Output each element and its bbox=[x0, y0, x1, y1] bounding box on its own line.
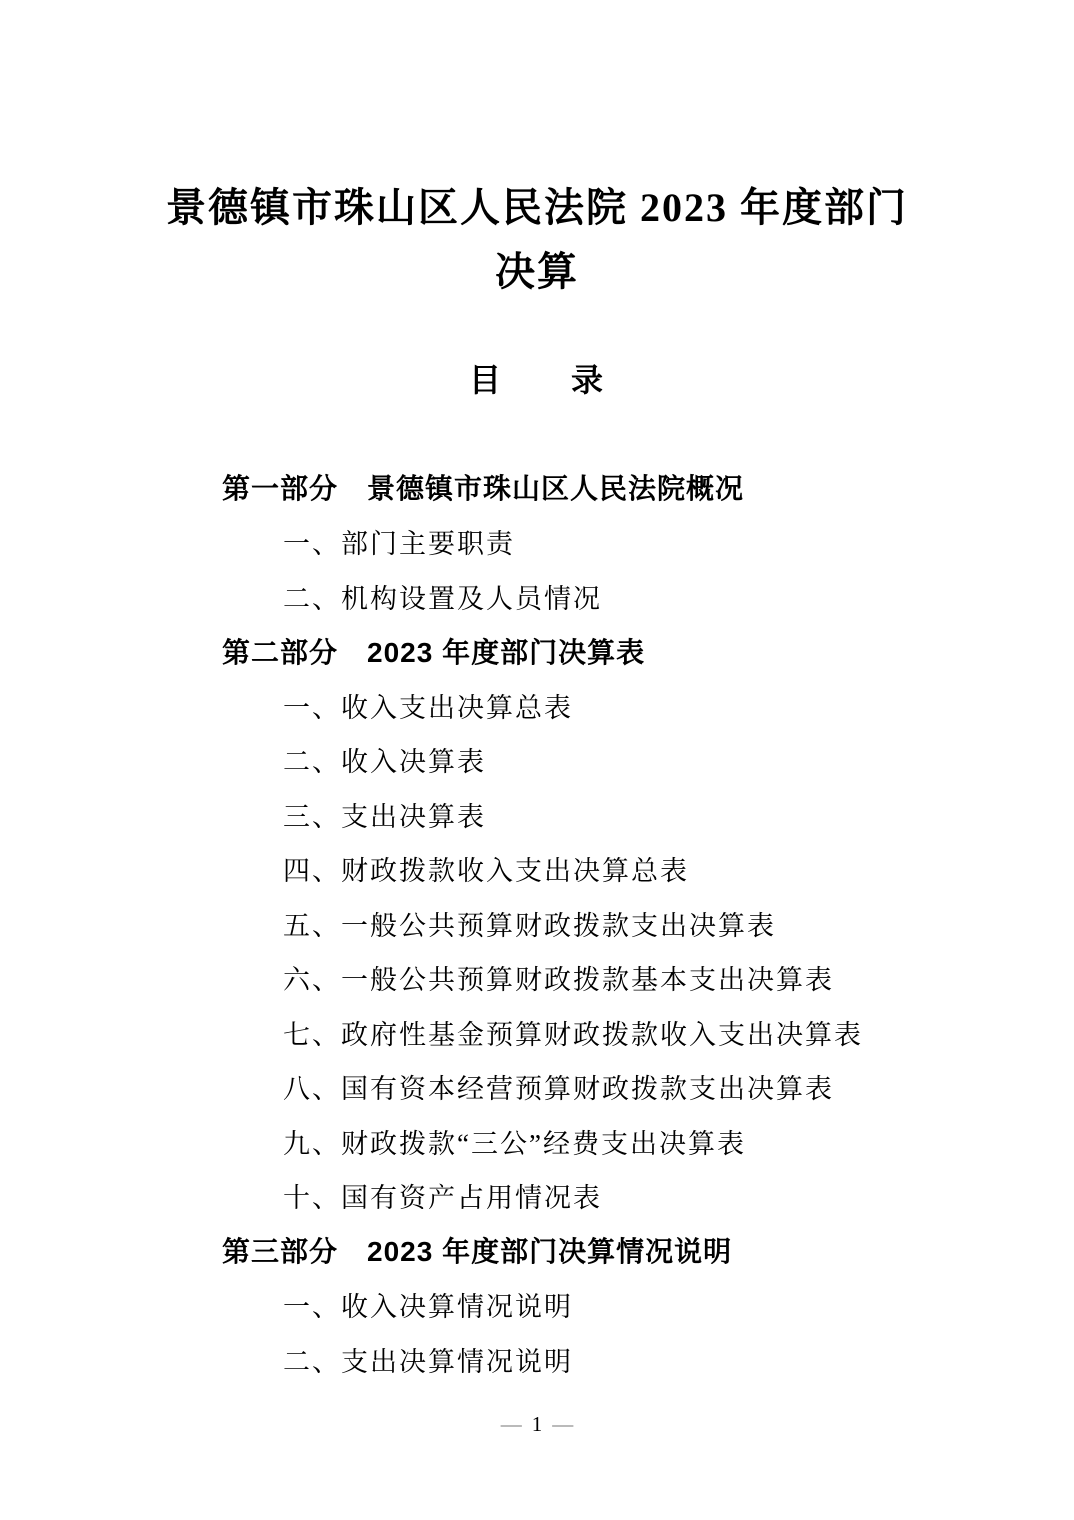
toc-section-heading-part3: 第三部分 2023 年度部门决算情况说明 bbox=[222, 1236, 733, 1268]
toc-item: 二、机构设置及人员情况 bbox=[283, 583, 602, 614]
toc-item: 二、支出决算情况说明 bbox=[283, 1346, 573, 1377]
toc-item: 七、政府性基金预算财政拨款收入支出决算表 bbox=[283, 1019, 863, 1050]
document-title-line1: 景德镇市珠山区人民法院 2023 年度部门 bbox=[166, 185, 908, 230]
document-title bbox=[0, 176, 1074, 304]
toc-item: 一、部门主要职责 bbox=[283, 529, 515, 560]
document-title-line2: 决算 bbox=[495, 249, 579, 294]
toc-item: 四、财政拨款收入支出决算总表 bbox=[283, 856, 689, 887]
toc-item: 一、收入支出决算总表 bbox=[283, 692, 573, 723]
toc-section-heading-part1: 第一部分 景德镇市珠山区人民法院概况 bbox=[222, 473, 745, 505]
toc-heading: 目 录 bbox=[468, 362, 605, 398]
table-of-contents bbox=[0, 460, 1074, 1387]
footer-dash-left: — bbox=[500, 1412, 522, 1436]
footer-dash-right: — bbox=[552, 1412, 574, 1436]
toc-item: 二、收入决算表 bbox=[283, 747, 486, 778]
toc-item: 五、一般公共预算财政拨款支出决算表 bbox=[283, 910, 776, 941]
toc-item: 九、财政拨款“三公”经费支出决算表 bbox=[283, 1128, 746, 1159]
toc-item: 十、国有资产占用情况表 bbox=[283, 1183, 602, 1214]
toc-item: 三、支出决算表 bbox=[283, 801, 486, 832]
toc-item: 六、一般公共预算财政拨款基本支出决算表 bbox=[283, 965, 834, 996]
toc-section-heading-part2: 第二部分 2023 年度部门决算表 bbox=[222, 636, 646, 668]
page-number: 1 bbox=[531, 1412, 543, 1436]
page-footer bbox=[0, 1412, 1074, 1437]
toc-item: 一、收入决算情况说明 bbox=[283, 1292, 573, 1323]
toc-item: 八、国有资本经营预算财政拨款支出决算表 bbox=[283, 1074, 834, 1105]
